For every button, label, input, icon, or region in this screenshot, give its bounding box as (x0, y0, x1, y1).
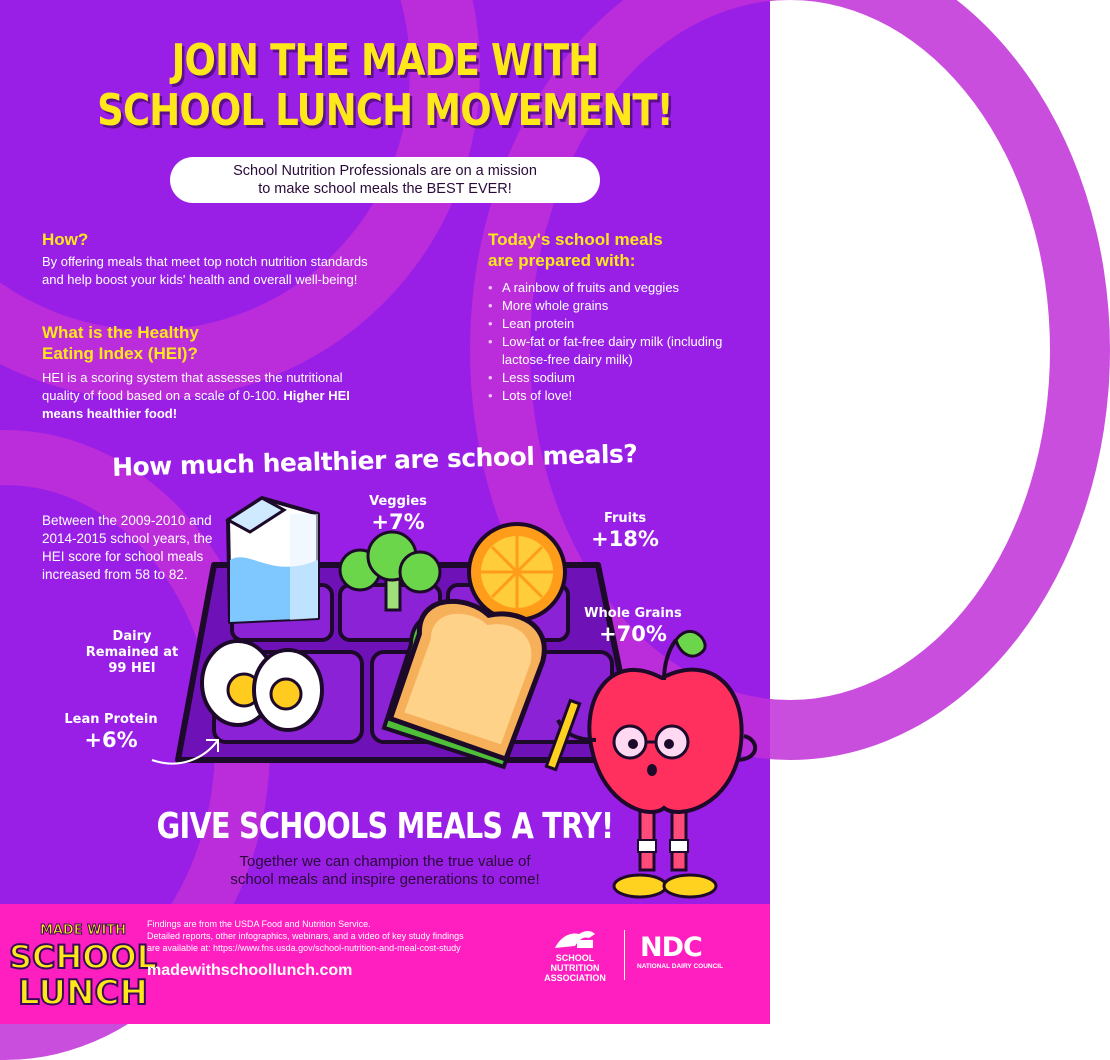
lean-protein-value: +6% (84, 728, 138, 752)
sna-text (543, 953, 607, 983)
title-line-1: JOIN THE MADE WITH (171, 35, 599, 86)
dairy-line-3: 99 HEI (108, 661, 156, 676)
list-item: • Lots of love! (488, 387, 748, 405)
footer-note-line-1: Findings are from the USDA Food and Nutrition Service. (147, 919, 371, 929)
footer-note-line-2: Detailed reports, other infographics, webinars, and a video of key study findings (147, 931, 464, 941)
mission-line-2: to make school meals the BEST EVER! (258, 181, 512, 197)
list-item: • Less sodium (488, 369, 748, 387)
veggies-value: +7% (371, 510, 425, 534)
cta-subtext (150, 853, 620, 889)
cta-subtext-line-2: school meals and inspire generations to come! (230, 871, 540, 888)
list-item: • Lean protein (488, 315, 748, 333)
made-with-school-lunch-logo (8, 912, 158, 1020)
list-item: • A rainbow of fruits and veggies (488, 279, 748, 297)
how-text: By offering meals that meet top notch nutrition standards and help boost your kids' health and overall well-being! (42, 254, 368, 287)
sna-line-3: ASSOCIATION (544, 973, 606, 983)
footer-divider (624, 930, 625, 980)
footer-note (147, 918, 517, 954)
svg-text:MADE WITH: MADE WITH (39, 923, 127, 938)
ndc-logo: NDC (640, 932, 702, 963)
today-heading-line-2: are prepared with: (488, 251, 636, 270)
how-heading: How? (42, 230, 89, 249)
footer-note-line-3[interactable]: are available at: https://www.fns.usda.gov/school-nutrition-and-meal-cost-study (147, 943, 461, 953)
dairy-line-1: Dairy (112, 629, 152, 644)
fruits-label: Fruits (603, 511, 647, 526)
website-link[interactable]: madewithschoollunch.com (147, 962, 353, 979)
lean-protein-stat (55, 712, 167, 752)
hei-heading-line-2: Eating Index (HEI)? (42, 344, 198, 363)
list-item: • More whole grains (488, 297, 748, 315)
veggies-stat (358, 494, 438, 534)
healthier-heading: How much healthier are school meals? (111, 439, 638, 482)
milk-carton-icon (228, 498, 318, 622)
dairy-line-2: Remained at (85, 645, 179, 660)
svg-text:LUNCH: LUNCH (18, 973, 148, 1013)
cta-heading: GIVE SCHOOLS MEALS A TRY! (156, 806, 614, 847)
dairy-stat (82, 629, 182, 677)
orange-slice-icon (469, 524, 565, 620)
egg-icon (202, 641, 322, 730)
whole-grains-stat (568, 606, 698, 646)
mission-line-1: School Nutrition Professionals are on a mission (233, 163, 537, 179)
sna-line-1: SCHOOL (555, 953, 595, 963)
hei-text-emphasis: Higher HEI means healthier food! (42, 388, 350, 421)
sna-line-2: NUTRITION (550, 963, 600, 973)
lean-protein-label: Lean Protein (64, 712, 158, 727)
hei-heading-line-1: What is the Healthy (42, 323, 199, 342)
whole-grains-value: +70% (599, 622, 667, 646)
today-heading-line-1: Today's school meals (488, 230, 663, 249)
whole-grains-label: Whole Grains (584, 606, 682, 621)
school-nutrition-association-logo (553, 926, 597, 952)
veggies-label: Veggies (369, 494, 427, 509)
ndc-name: NATIONAL DAIRY COUNCIL (637, 963, 724, 970)
title-line-2: SCHOOL LUNCH MOVEMENT! (97, 85, 673, 136)
cta-subtext-line-1: Together we can champion the true value of (239, 853, 531, 870)
fruits-stat (580, 511, 670, 551)
hei-score-text: Between the 2009-2010 and 2014-2015 school years, the HEI score for school meals increased from 58 to 82. (42, 513, 213, 582)
fruits-value: +18% (591, 527, 659, 551)
list-item: • Low-fat or fat-free dairy milk (including lactose-free dairy milk) (488, 333, 748, 369)
svg-text:SCHOOL: SCHOOL (8, 938, 158, 976)
hei-text-body: HEI is a scoring system that assesses the nutritional quality of food based on a scale of 0-100. (42, 370, 343, 403)
